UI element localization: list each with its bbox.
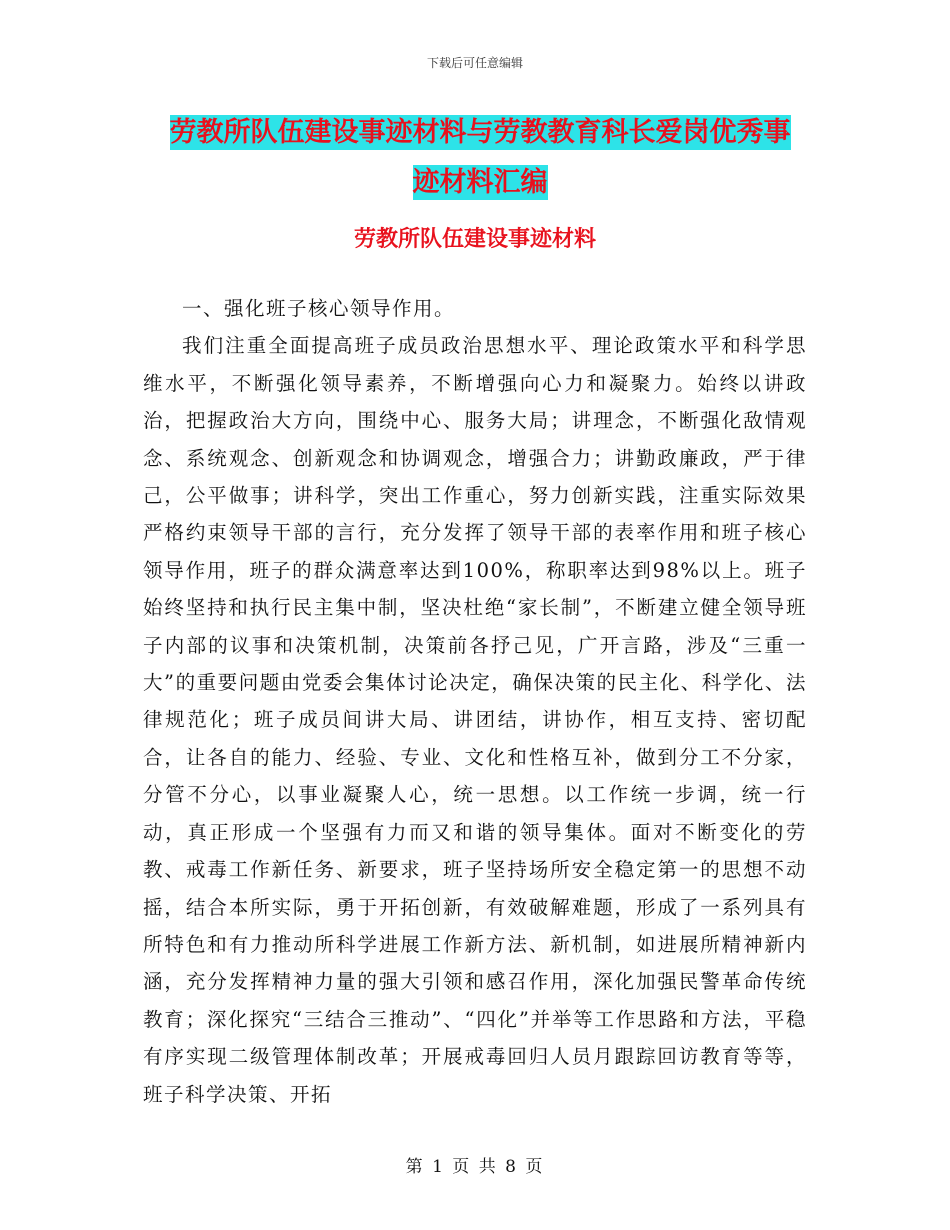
- body-paragraph: 我们注重全面提高班子成员政治思想水平、理论政策水平和科学思维水平，不断强化领导素养，不断增强向心力和凝聚力。始终以讲政治，把握政治大方向，围绕中心、服务大局；讲理念，不断强化敌情观念、系统观念、创新观念和协调观念，增强合力；讲勤政廉政，严于律己，公平做事；讲科学，突出工作重心，努力创新实践，注重实际效果严格约束领导干部的言行，充分发挥了领导干部的表率作用和班子核心领导作用，班子的群众满意率达到100%，称职率达到98%以上。班子始终坚持和执行民主集中制，坚决杜绝“家长制”，不断建立健全领导班子内部的议事和决策机制，决策前各抒己见，广开言路，涉及“三重一大”的重要问题由党委会集体讨论决定，确保决策的民主化、科学化、法律规范化；班子成员间讲大局、讲团结，讲协作，相互支持、密切配合，让各自的能力、经验、专业、文化和性格互补，做到分工不分家，分管不分心，以事业凝聚人心，统一思想。以工作统一步调，统一行动，真正形成一个坚强有力而又和谐的领导集体。面对不断变化的劳教、戒毒工作新任务、新要求，班子坚持场所安全稳定第一的思想不动摇，结合本所实际，勇于开拓创新，有效破解难题，形成了一系列具有所特色和有力推动所科学进展工作新方法、新机制，如进展所精神新内涵，充分发挥精神力量的强大引领和感召作用，深化加强民警革命传统教育；深化探究“三结合三推动”、“四化”并举等工作思路和方法，平稳有序实现二级管理体制改革；开展戒毒回归人员月跟踪回访教育等等，班子科学决策、开拓: [143, 334, 807, 1106]
- header-note: 下载后可任意编辑: [426, 56, 523, 70]
- document-title: [150, 108, 810, 208]
- document-title-line1: 劳教所队伍建设事迹材料与劳教教育科长爱岗优秀事: [169, 117, 791, 148]
- body-paragraph: 一、强化班子核心领导作用。: [182, 297, 456, 320]
- section-title: 劳教所队伍建设事迹材料: [353, 226, 596, 252]
- page-number: 第 1 页 共 8 页: [405, 1157, 545, 1177]
- document-body: [143, 290, 807, 1113]
- document-title-line2: 迹材料汇编: [412, 167, 548, 198]
